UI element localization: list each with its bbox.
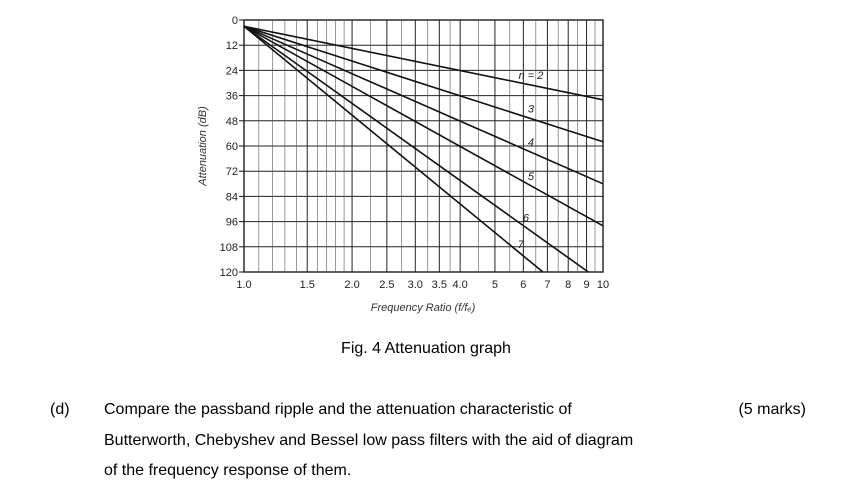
x-tick-label: 2.0 bbox=[344, 279, 360, 291]
y-tick-label: 72 bbox=[225, 166, 238, 179]
x-tick-label: 10 bbox=[596, 279, 610, 291]
question-marks: (5 marks) bbox=[738, 401, 806, 418]
y-tick-label: 24 bbox=[225, 65, 238, 78]
x-tick-label: 8 bbox=[565, 279, 572, 291]
x-tick-label: 1.5 bbox=[299, 279, 315, 291]
y-tick-label: 60 bbox=[225, 141, 238, 153]
series-label: 6 bbox=[522, 212, 529, 225]
question-line-3: of the frequency response of them. bbox=[104, 462, 352, 479]
x-tick-label: 3.0 bbox=[407, 279, 423, 291]
question-number: (d) bbox=[50, 401, 70, 418]
series-label: 5 bbox=[527, 170, 535, 183]
series-label: 4 bbox=[527, 137, 535, 150]
series-line bbox=[244, 26, 603, 142]
x-tick-label: 2.5 bbox=[379, 279, 395, 291]
y-tick-label: 0 bbox=[231, 15, 238, 27]
y-tick-label: 120 bbox=[219, 267, 238, 279]
series-line bbox=[244, 26, 543, 272]
series-label: 3 bbox=[527, 103, 535, 116]
series-label: n = 2 bbox=[518, 70, 544, 83]
x-tick-label: 3.5 bbox=[431, 279, 447, 291]
x-tick-label: 7 bbox=[544, 279, 551, 291]
x-tick-label: 6 bbox=[520, 279, 527, 291]
y-tick-label: 12 bbox=[225, 40, 238, 53]
y-tick-label: 108 bbox=[219, 241, 238, 254]
x-tick-label: 5 bbox=[491, 279, 498, 291]
x-axis-label: Frequency Ratio (f/fₑ) bbox=[370, 302, 476, 314]
x-tick-label: 9 bbox=[583, 279, 590, 291]
chart-grid bbox=[239, 20, 603, 272]
y-tick-label: 48 bbox=[225, 115, 238, 128]
y-axis-label: Attenuation (dB) bbox=[197, 106, 209, 186]
y-tick-label: 36 bbox=[225, 90, 238, 103]
series-line bbox=[244, 26, 603, 100]
series-line bbox=[244, 26, 588, 272]
question-line-1: Compare the passband ripple and the attenuation characteristic of bbox=[104, 401, 572, 418]
y-tick-label: 84 bbox=[225, 191, 238, 204]
chart-labels bbox=[220, 15, 609, 291]
chart-series bbox=[244, 26, 603, 272]
y-tick-label: 96 bbox=[225, 216, 238, 229]
figure-caption: Fig. 4 Attenuation graph bbox=[341, 340, 511, 357]
series-line bbox=[244, 26, 603, 226]
x-tick-label: 1.0 bbox=[236, 279, 252, 291]
question-line-2: Butterworth, Chebyshev and Bessel low pass filters with the aid of diagram bbox=[104, 432, 634, 449]
x-tick-label: 4.0 bbox=[452, 279, 468, 291]
series-label: 7 bbox=[517, 238, 524, 251]
series-line bbox=[244, 26, 603, 184]
